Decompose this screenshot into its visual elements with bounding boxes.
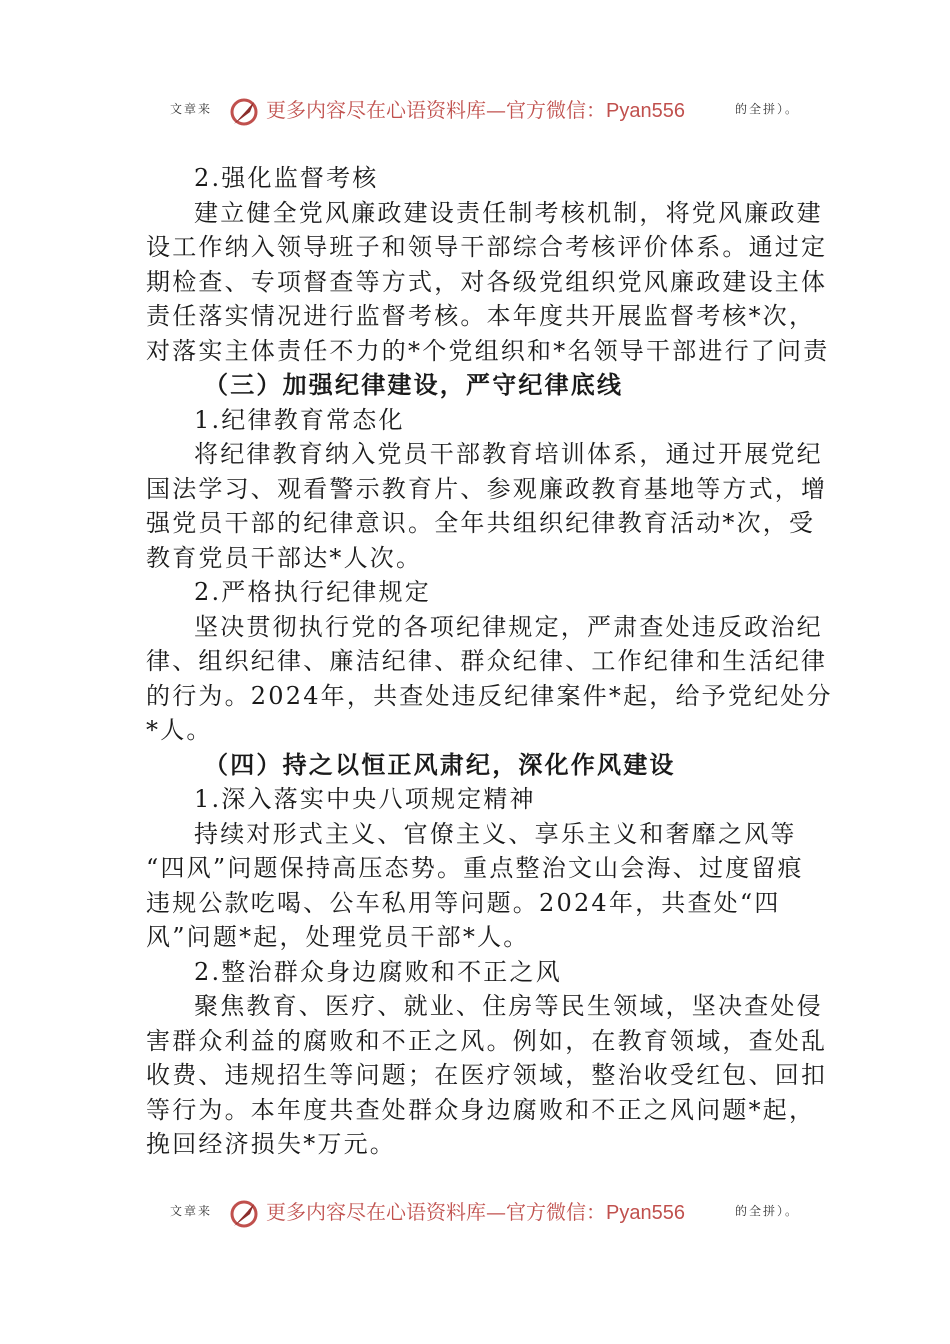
subheading: 2.严格执行纪律规定	[194, 578, 431, 606]
section-heading: （三）加强纪律建设，严守纪律底线	[204, 370, 624, 399]
paragraph-line: 设工作纳入领导班子和领导干部综合考核评价体系。通过定	[146, 233, 828, 261]
paragraph-line: 挽回经济损失*万元。	[146, 1130, 396, 1158]
paragraph-line: 强党员干部的纪律意识。全年共组织纪律教育活动*次，受	[146, 509, 816, 537]
paragraph-line: 持续对形式主义、官僚主义、享乐主义和奢靡之风等	[194, 819, 797, 848]
footer-source-suffix: 的全拼）。	[735, 1204, 800, 1218]
paragraph-line: 聚焦教育、医疗、就业、住房等民生领域，坚决查处侵	[194, 992, 823, 1020]
document-body	[146, 161, 833, 1162]
header-source-prefix: 文章来	[170, 102, 213, 116]
section-heading: （四）持之以恒正风肃纪，深化作风建设	[204, 749, 676, 779]
header-watermark-official: 官方微信：	[506, 98, 606, 122]
paragraph-line: 的行为。2024年，共查处违反纪律案件*起，给予党纪处分	[146, 681, 833, 710]
header-source-suffix: 的全拼）。	[735, 102, 800, 116]
paragraph-line: 律、组织纪律、廉洁纪律、群众纪律、工作纪律和生活纪律	[146, 647, 828, 675]
paragraph-line: 将纪律教育纳入党员干部教育培训体系，通过开展党纪	[194, 440, 823, 468]
footer-watermark-account: Pyan556	[606, 1202, 685, 1224]
quill-logo-icon	[228, 1198, 260, 1230]
footer-watermark-main: 更多内容尽在心语资料库—	[266, 1200, 506, 1224]
page-footer	[0, 1194, 950, 1234]
paragraph-line: *人。	[146, 716, 213, 744]
paragraph-line: 害群众利益的腐败和不正之风。例如，在教育领域，查处乱	[146, 1026, 828, 1055]
footer-source-prefix: 文章来	[170, 1204, 213, 1218]
paragraph-line: 收费、违规招生等问题；在医疗领域，整治收受红包、回扣	[146, 1061, 828, 1089]
paragraph-line: 坚决贯彻执行党的各项纪律规定，严肃查处违反政治纪	[194, 612, 823, 641]
paragraph-line: 风”问题*起，处理党员干部*人。	[146, 923, 530, 951]
paragraph-line: 违规公款吃喝、公车私用等问题。2024年，共查处“四	[146, 888, 781, 917]
subheading: 1.深入落实中央八项规定精神	[194, 785, 536, 813]
paragraph-line: 建立健全党风廉政建设责任制考核机制，将党风廉政建	[194, 198, 823, 227]
subheading: 2.强化监督考核	[194, 164, 379, 192]
subheading: 2.整治群众身边腐败和不正之风	[194, 957, 562, 986]
header-watermark-account: Pyan556	[606, 100, 685, 122]
paragraph-line: 期检查、专项督查等方式，对各级党组织党风廉政建设主体	[146, 267, 828, 296]
quill-logo-icon	[228, 96, 260, 128]
page-header	[0, 92, 950, 132]
subheading: 1.纪律教育常态化	[194, 405, 405, 434]
paragraph-line: “四风”问题保持高压态势。重点整治文山会海、过度留痕	[146, 854, 804, 882]
paragraph-line: 教育党员干部达*人次。	[146, 543, 423, 572]
paragraph-line: 对落实主体责任不力的*个党组织和*名领导干部进行了问责	[146, 336, 830, 365]
footer-watermark-official: 官方微信：	[506, 1200, 606, 1224]
paragraph-line: 国法学习、观看警示教育片、参观廉政教育基地等方式，增	[146, 474, 828, 503]
paragraph-line: 责任落实情况进行监督考核。本年度共开展监督考核*次，	[146, 302, 816, 330]
paragraph-line: 等行为。本年度共查处群众身边腐败和不正之风问题*起，	[146, 1095, 816, 1124]
header-watermark-main: 更多内容尽在心语资料库—	[266, 98, 506, 122]
footer-watermark	[266, 1196, 685, 1225]
header-watermark	[266, 94, 685, 123]
